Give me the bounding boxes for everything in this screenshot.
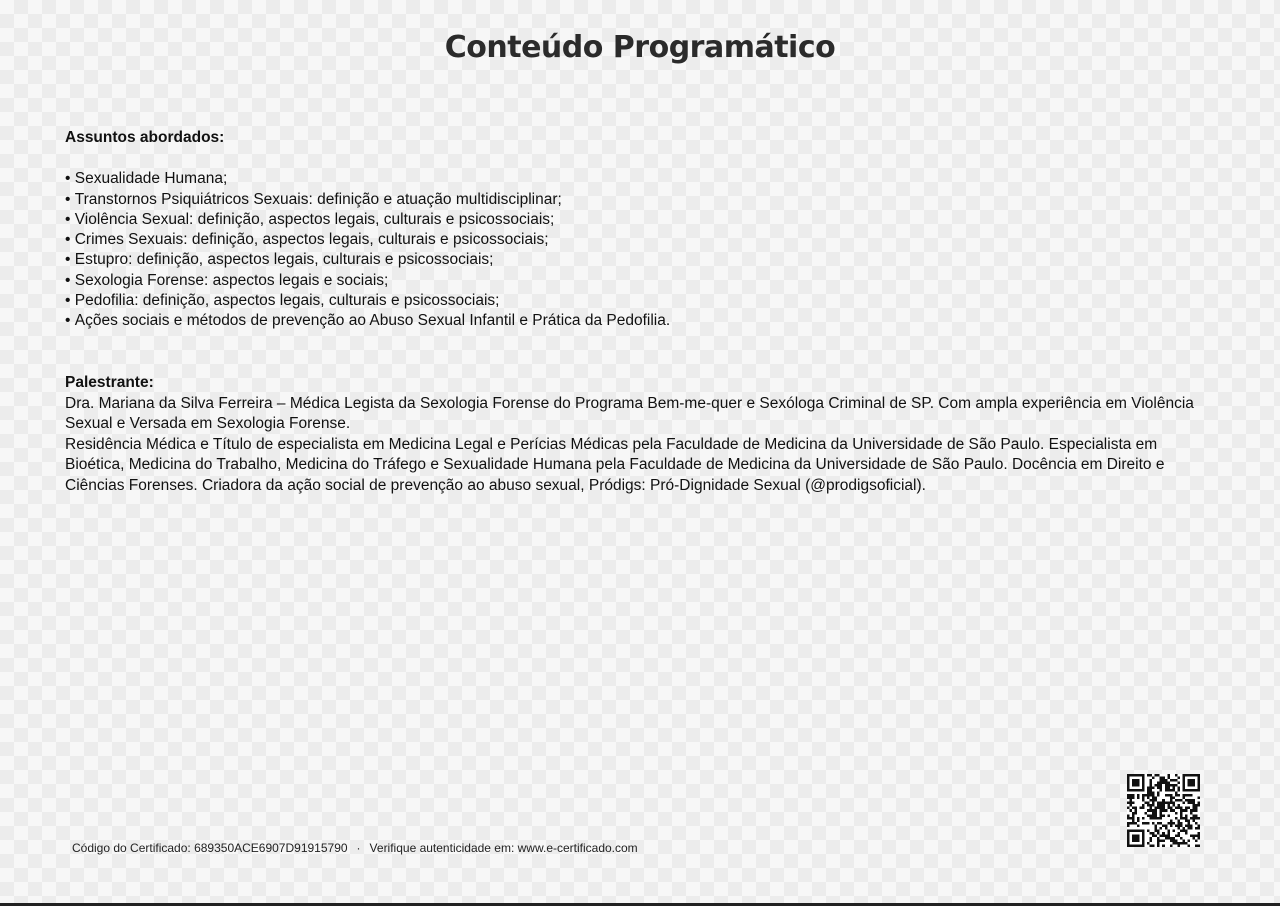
certificate-code: Código do Certificado: 689350ACE6907D91915790 [72,841,348,855]
topics-heading: Assuntos abordados: [65,129,225,146]
verification-link[interactable]: Verifique autenticidade em: www.e-certificado.com [369,841,638,855]
topic-item: • Violência Sexual: definição, aspectos legais, culturais e psicossociais; [65,210,1215,230]
topic-item: • Crimes Sexuais: definição, aspectos legais, culturais e psicossociais; [65,230,1215,250]
certificate-footer [72,841,638,855]
topic-item: • Pedofilia: definição, aspectos legais, culturais e psicossociais; [65,291,1215,311]
qr-code-graphic [1127,774,1200,847]
speaker-section [65,373,1215,496]
topic-list [65,169,1215,331]
topic-item: • Sexualidade Humana; [65,169,1215,189]
footer-separator: · [356,841,361,855]
qr-code-icon[interactable] [1127,774,1200,847]
page-title: Conteúdo Programático [444,30,836,65]
topic-item: • Sexologia Forense: aspectos legais e sociais; [65,271,1215,291]
speaker-bio-intro: Dra. Mariana da Silva Ferreira – Médica Legista da Sexologia Forense do Programa Bem-me-quer e Sexóloga Criminal de SP. Com ampla experiência em Violência Sexual e Versada em Sexologia Forense. [65,394,1194,432]
topics-section [65,128,1215,332]
speaker-heading: Palestrante: [65,374,154,391]
topic-item: • Ações sociais e métodos de prevenção ao Abuso Sexual Infantil e Prática da Pedofilia. [65,311,1215,331]
topic-item: • Transtornos Psiquiátricos Sexuais: definição e atuação multidisciplinar; [65,190,1215,210]
speaker-bio-credentials: Residência Médica e Título de especialista em Medicina Legal e Perícias Médicas pela Faculdade de Medicina da Universidade de São Paulo. Especialista em Bioética, Medicina do Trabalho, Medicina do Tráfego e Sexualidade Humana pela Faculdade de Medicina da Universidade de São Paulo. Docência em Direito e Ciências Forenses. Criadora da ação social de prevenção ao abuso sexual, Pródigs: Pró-Dignidade Sexual (@prodigsoficial). [65,435,1165,494]
topic-item: • Estupro: definição, aspectos legais, culturais e psicossociais; [65,250,1215,270]
